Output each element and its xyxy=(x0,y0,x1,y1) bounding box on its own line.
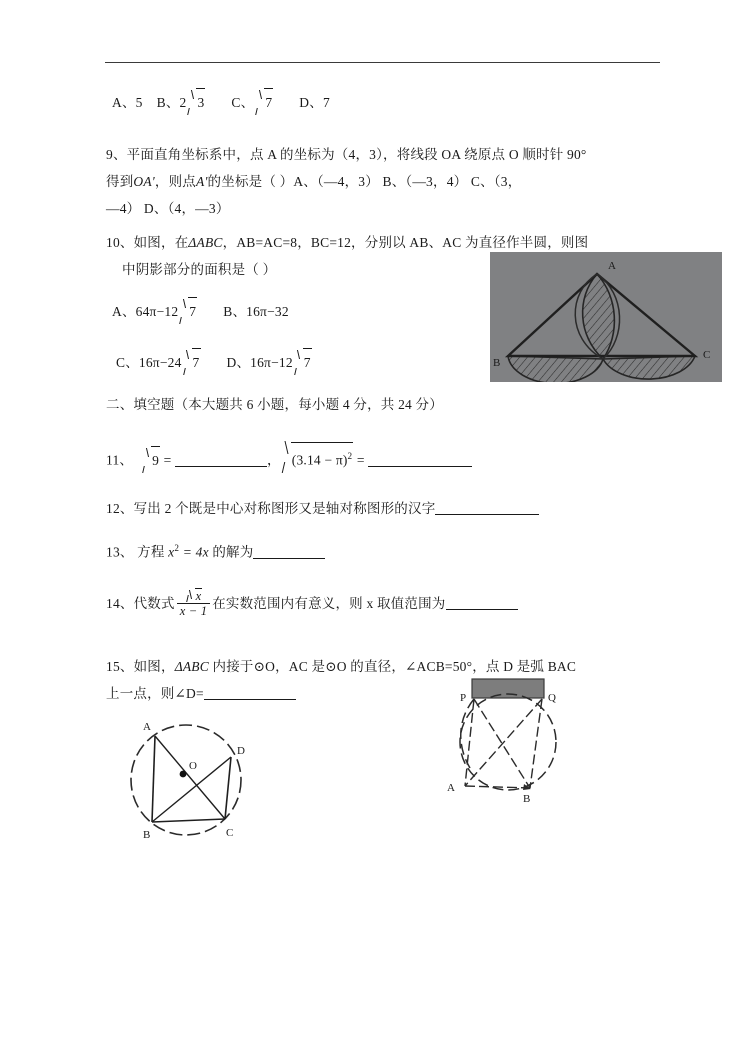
q10-option-c-label: C、 xyxy=(116,355,139,370)
q15b-label-q: Q xyxy=(548,692,556,704)
q15-figure-circle-quad xyxy=(112,712,264,844)
q10-line1-post: ，AB=AC=8，BC=12，分别以 AB、AC 为直径作半圆，则图 xyxy=(222,235,589,250)
q9-point-a-prime: A' xyxy=(196,174,208,189)
shaded-left-segment xyxy=(508,356,603,382)
q11-number: 11、 xyxy=(106,452,134,468)
sqrt-symbol-q14 xyxy=(185,588,203,603)
section-2-heading: 二、填空题（本大题共 6 小题，每小题 4 分，共 24 分） xyxy=(106,397,443,412)
line-q-to-b xyxy=(530,699,542,788)
pq-ab-drawing xyxy=(428,676,580,804)
q9-line-1: 9、平面直角坐标系中，点 A 的坐标为（4，3），将线段 OA 绕原点 O 顺时针 90° xyxy=(106,147,587,162)
q11-line xyxy=(106,442,472,474)
sqrt-symbol-q10c xyxy=(182,348,201,376)
q10-option-c-text: 16π−24 xyxy=(138,355,182,370)
q11-separator: ， xyxy=(267,452,281,468)
q8-options-row xyxy=(112,88,330,116)
q9-line2-pre: 得到 xyxy=(106,174,134,189)
q10-line-2: 中阴影部分的面积是（ ） xyxy=(122,262,277,277)
q10-option-d-radicand: 7 xyxy=(303,348,312,376)
q11-radicand-2-wrap xyxy=(291,442,354,474)
q11-equals-2: = xyxy=(356,452,365,468)
chord-bc xyxy=(152,819,225,822)
q13-expr-power: 2 xyxy=(174,543,180,553)
sqrt-symbol-c xyxy=(254,88,273,116)
q14-numerator-radicand: x xyxy=(195,589,202,603)
q13-line xyxy=(106,535,325,566)
line-p-to-a xyxy=(465,699,474,786)
sqrt-symbol-b xyxy=(186,88,205,116)
q14-fraction-numerator xyxy=(177,588,210,603)
q10-label-c: C xyxy=(703,349,711,361)
q10-option-c-radicand: 7 xyxy=(192,348,201,376)
q8-option-b-coef: 2 xyxy=(179,95,187,110)
q10-option-b-label: B、 xyxy=(223,304,247,319)
q14-answer-blank[interactable] xyxy=(446,596,518,610)
q15a-label-a: A xyxy=(143,721,151,733)
q9-line-2 xyxy=(106,168,521,195)
sqrt-symbol-q11b xyxy=(281,442,354,474)
q9-line2-mid: ，则点 xyxy=(154,174,196,189)
q8-option-b-label: B、 xyxy=(156,95,180,110)
q15-figure-pq-ab xyxy=(428,676,580,804)
q12-line xyxy=(106,495,539,522)
q13-post: 的解为 xyxy=(208,544,254,560)
q8-option-c-radicand: 7 xyxy=(264,88,273,116)
q15-line-2 xyxy=(106,680,296,707)
q15a-label-c: C xyxy=(226,827,234,839)
sqrt-symbol-q10a xyxy=(178,297,197,325)
triangle-semicircles-drawing xyxy=(490,252,722,382)
q8-option-a-label: A、 xyxy=(112,95,136,110)
q13-expr-x: x xyxy=(168,544,175,560)
q15b-label-p: P xyxy=(460,692,467,704)
q10-option-a-radicand: 7 xyxy=(188,297,197,325)
chord-ab xyxy=(152,736,155,822)
q10-option-d-text: 16π−12 xyxy=(250,355,293,370)
q15-line2-text: 上一点，则∠D= xyxy=(106,686,204,701)
q8-option-b-radicand: 3 xyxy=(196,88,205,116)
q9-line2-post: 的坐标是（ ）A、（—4，3） B、（—3，4） C、（3， xyxy=(207,174,522,189)
q8-option-a-value: 5 xyxy=(135,95,143,110)
q15-triangle-abc: ΔABC xyxy=(174,659,209,674)
q13-expr-rest: = 4x xyxy=(179,544,209,560)
gray-bar-pq xyxy=(472,679,544,698)
shaded-right-segment xyxy=(603,356,695,379)
q11-radicand-1: 9 xyxy=(151,446,160,474)
sqrt-symbol-q10d xyxy=(293,348,312,376)
q10-option-d-label: D、 xyxy=(226,355,251,370)
q10-option-a-label: A、 xyxy=(112,304,136,319)
q9-line-3: —4） D、（4，—3） xyxy=(106,201,230,216)
q10-option-b-text: 16π−32 xyxy=(246,304,289,319)
header-divider xyxy=(105,62,660,63)
line-a-to-b xyxy=(465,786,530,788)
q11-equals-1: = xyxy=(163,452,172,468)
diagonal-ac xyxy=(155,736,225,819)
q11-power: 2 xyxy=(347,451,353,461)
q13-pre: 13、 方程 xyxy=(106,544,169,560)
q10-label-b: B xyxy=(493,357,501,369)
q10-option-a-text: 64π−12 xyxy=(135,304,179,319)
q10-label-a: A xyxy=(608,260,616,272)
q15-line1-post: 内接于⊙O，AC 是⊙O 的直径，∠ACB=50°，点 D 是弧 BAC xyxy=(208,659,577,674)
sqrt-symbol-q11a xyxy=(141,446,160,474)
q9-segment-oa-prime: OA' xyxy=(133,174,155,189)
q15b-label-b: B xyxy=(523,793,531,804)
q11-answer-blank-1[interactable] xyxy=(175,453,267,467)
q14-pre: 14、代数式 xyxy=(106,596,175,612)
q14-post: 在实数范围内有意义，则 x 取值范围为 xyxy=(212,596,446,612)
q11-radicand-2: (3.14 − π) xyxy=(291,452,348,468)
q14-fraction-denominator: x − 1 xyxy=(177,603,210,618)
q15a-label-d: D xyxy=(237,745,245,757)
q8-option-c-label: C、 xyxy=(231,95,255,110)
q14-fraction xyxy=(177,588,210,618)
q10-triangle-abc: ΔABC xyxy=(188,235,223,250)
center-point-o xyxy=(180,771,187,778)
q15-line1-pre: 15、如图， xyxy=(106,659,175,674)
q8-option-d-value: 7 xyxy=(322,95,330,110)
line-q-to-a xyxy=(465,699,542,786)
q11-answer-blank-2[interactable] xyxy=(368,453,472,467)
q13-answer-blank[interactable] xyxy=(253,545,325,559)
q10-options-row-1 xyxy=(112,297,289,325)
q14-line xyxy=(106,588,518,618)
q12-answer-blank[interactable] xyxy=(435,501,539,515)
q15b-label-a: A xyxy=(447,782,455,794)
q12-text: 12、写出 2 个既是中心对称图形又是轴对称图形的汉字 xyxy=(106,501,436,516)
circle-quad-drawing xyxy=(112,712,264,844)
q15-answer-blank[interactable] xyxy=(204,686,296,700)
q10-line1-pre: 10、如图，在 xyxy=(106,235,189,250)
chord-cd xyxy=(225,757,231,819)
q10-options-row-2 xyxy=(116,348,312,376)
q15a-label-o: O xyxy=(189,760,197,772)
q8-option-d-label: D、 xyxy=(299,95,323,110)
q15a-label-b: B xyxy=(143,829,151,841)
q10-figure-photo xyxy=(490,252,722,382)
